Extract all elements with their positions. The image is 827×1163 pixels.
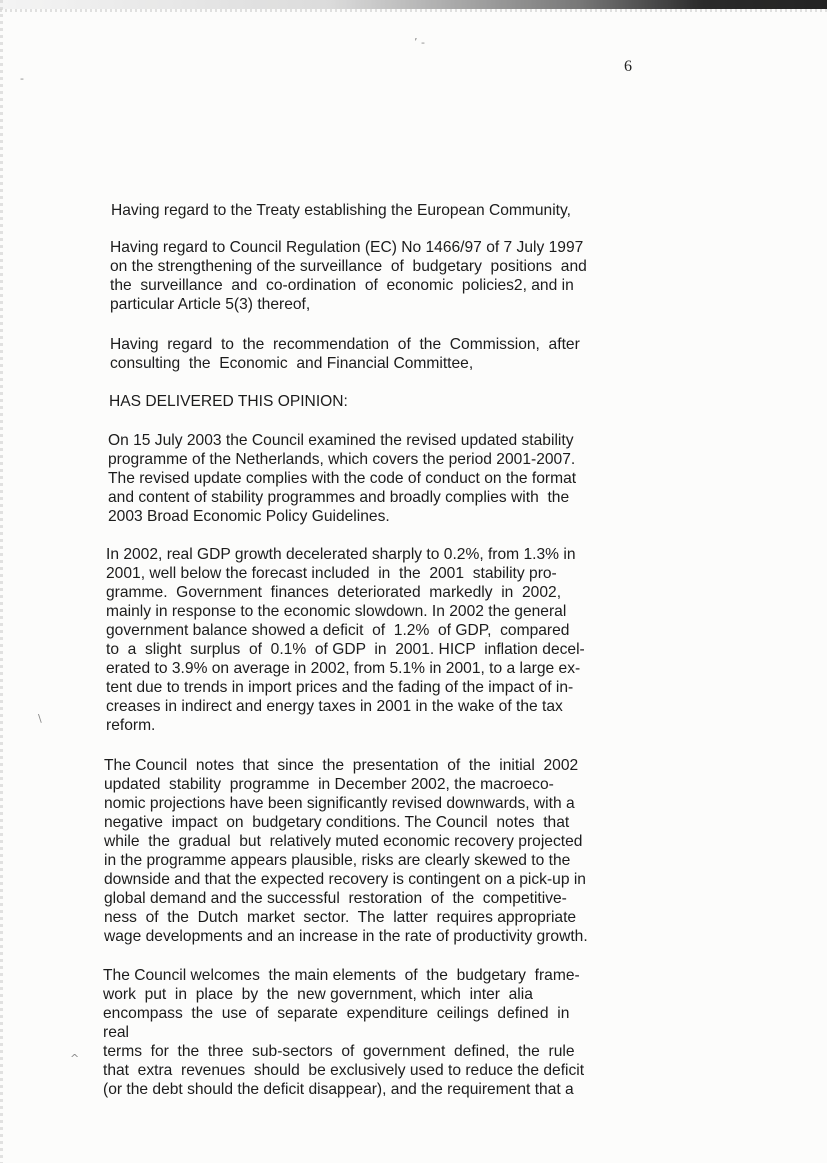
- scan-speck: \: [38, 712, 42, 725]
- scan-top-edge: [0, 0, 827, 9]
- scan-speck: ^: [70, 1052, 80, 1065]
- paragraph-recommendation: Having regard to the recommendation of the Commission, after consulting the Economic and Financial Committee,: [110, 336, 580, 372]
- paragraph-council-notes: The Council notes that since the presentation of the initial 2002 updated stability programme in December 2002, the macroeco- nomic projections have been significantly revised downwards, with a negative impact on budgetary conditions. The Council notes that while the gradual but relatively muted economic recovery projected in the programme appears plausible, risks are clearly skewed to the downside and that the expected recovery is contingent on a pick-up in global demand and the successful restoration of the competitive- ness of the Dutch market sector. The latter requires appropriate wage developments and an increase in the rate of productivity growth.: [104, 757, 588, 945]
- paragraph-treaty: Having regard to the Treaty establishing the European Community,: [111, 202, 571, 219]
- paragraph-delivered: HAS DELIVERED THIS OPINION:: [109, 393, 348, 410]
- scan-left-edge: [0, 0, 3, 1163]
- paragraph-examined: On 15 July 2003 the Council examined the revised updated stability programme of the Netherlands, which covers the period 2001-2007. The revised update complies with the code of conduct on the format and content of stability programmes and broadly complies with the 2003 Broad Economic Policy Guidelines.: [108, 432, 577, 525]
- paragraph-gdp: In 2002, real GDP growth decelerated sharply to 0.2%, from 1.3% in 2001, well below the forecast included in the 2001 stability pro- gramme. Government finances deteriorated markedly in 2002, mainly in response to the economic slowdown. In 2002 the general government balance showed a deficit of 1.2% of GDP, compared to a slight surplus of 0.1% of GDP in 2001. HICP inflation decel- erated to 3.9% on average in 2002, from 5.1% in 2001, to a large ex- tent due to trends in import prices and the fading of the impact of in- creases in indirect and energy taxes in 2001 in the wake of the tax reform.: [106, 546, 585, 734]
- scan-speck: -: [20, 72, 24, 85]
- scan-speck: ʼ -: [414, 36, 425, 49]
- paragraph-welcomes: The Council welcomes the main elements of the budgetary frame- work put in place by the new government, which inter alia encompass the use of separate expenditure ceilings defined in real terms for the three sub-sectors of government defined, the rule that extra revenues should be exclusively used to reduce the deficit (or the debt should the deficit disappear), and the requirement that a: [103, 967, 585, 1098]
- page-number: 6: [624, 58, 632, 75]
- paragraph-regulation: Having regard to Council Regulation (EC) No 1466/97 of 7 July 1997 on the strengthening of the surveillance of budgetary positions and the surveillance and co-ordination of economic policies2, and in particular Article 5(3) thereof,: [110, 239, 587, 313]
